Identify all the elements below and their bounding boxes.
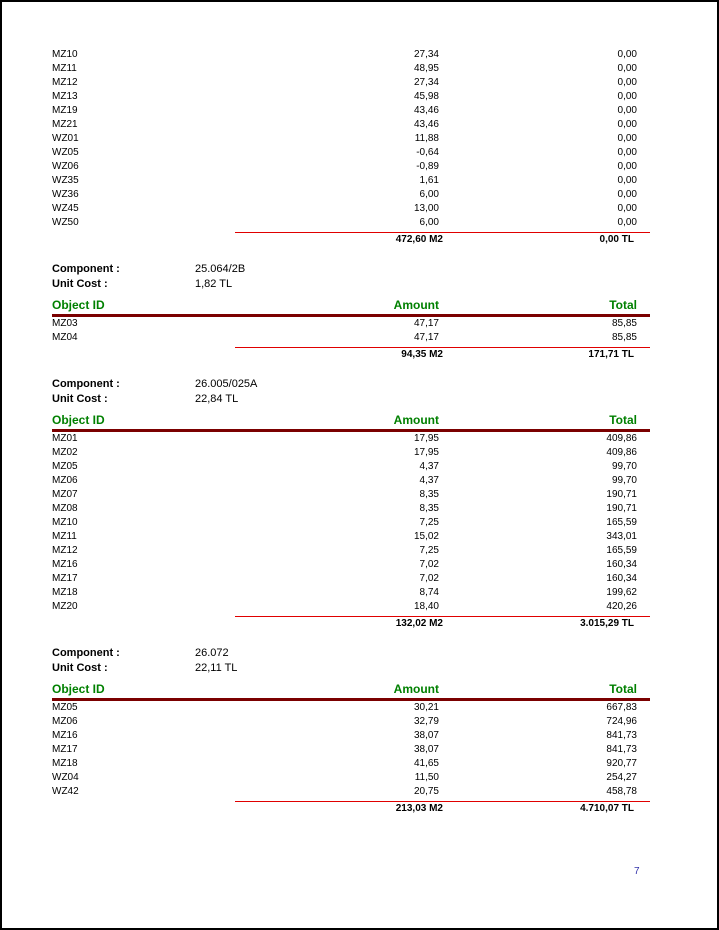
cell-amount: 43,46 bbox=[413, 105, 439, 116]
cell-total: 458,78 bbox=[606, 786, 637, 797]
component-section bbox=[52, 262, 650, 362]
cell-total: 0,00 bbox=[617, 217, 637, 228]
table-header-row bbox=[52, 683, 650, 696]
cell-amount: 27,34 bbox=[413, 49, 439, 60]
cell-object-id: MZ17 bbox=[52, 573, 78, 584]
cell-total: 0,00 bbox=[617, 105, 637, 116]
cell-object-id: MZ06 bbox=[52, 716, 78, 727]
cell-total: 85,85 bbox=[611, 318, 637, 329]
table-row bbox=[52, 502, 650, 516]
section-total-row bbox=[52, 348, 650, 362]
table-row bbox=[52, 530, 650, 544]
cell-total: 343,01 bbox=[606, 531, 637, 542]
cell-object-id: WZ04 bbox=[52, 772, 79, 783]
cell-object-id: WZ36 bbox=[52, 189, 79, 200]
cell-object-id: WZ06 bbox=[52, 161, 79, 172]
table-row bbox=[52, 62, 650, 76]
object-table-body bbox=[52, 432, 650, 614]
cell-total: 160,34 bbox=[606, 559, 637, 570]
cell-amount: 47,17 bbox=[413, 318, 439, 329]
cell-amount: 32,79 bbox=[413, 716, 439, 727]
cell-total: 0,00 bbox=[617, 133, 637, 144]
column-header-amount: Amount bbox=[393, 413, 439, 427]
cell-total: 85,85 bbox=[611, 332, 637, 343]
section-total-row bbox=[52, 617, 650, 631]
table-row bbox=[52, 600, 650, 614]
cell-amount: -0,89 bbox=[416, 161, 439, 172]
section-total-row bbox=[52, 233, 650, 247]
cell-total: 841,73 bbox=[606, 744, 637, 755]
cell-total: 190,71 bbox=[606, 503, 637, 514]
column-header-amount: Amount bbox=[393, 298, 439, 312]
cell-object-id: MZ16 bbox=[52, 559, 78, 570]
cell-object-id: MZ18 bbox=[52, 758, 78, 769]
total-amount: 472,60 M2 bbox=[395, 234, 443, 245]
cell-object-id: MZ16 bbox=[52, 730, 78, 741]
component-section bbox=[52, 646, 650, 816]
cell-object-id: MZ12 bbox=[52, 77, 78, 88]
total-spacer bbox=[52, 233, 212, 247]
object-table-body bbox=[52, 48, 650, 230]
column-header-total: Total bbox=[609, 298, 637, 312]
cell-amount: 8,35 bbox=[419, 489, 439, 500]
table-row bbox=[52, 132, 650, 146]
cell-object-id: MZ21 bbox=[52, 119, 78, 130]
cell-amount: 7,02 bbox=[419, 559, 439, 570]
cell-amount: 8,35 bbox=[419, 503, 439, 514]
cell-amount: 20,75 bbox=[413, 786, 439, 797]
cell-amount: 1,61 bbox=[419, 175, 439, 186]
cell-total: 0,00 bbox=[617, 77, 637, 88]
cell-object-id: MZ11 bbox=[52, 63, 77, 74]
table-row bbox=[52, 771, 650, 785]
total-spacer bbox=[52, 348, 212, 362]
cell-amount: 17,95 bbox=[413, 447, 439, 458]
column-header-object-id: Object ID bbox=[52, 413, 105, 427]
total-amount: 94,35 M2 bbox=[401, 349, 443, 360]
cell-object-id: MZ02 bbox=[52, 447, 78, 458]
cell-total: 254,27 bbox=[606, 772, 637, 783]
column-header-amount: Amount bbox=[393, 682, 439, 696]
table-header-row bbox=[52, 299, 650, 312]
component-label: Component : bbox=[52, 378, 120, 390]
object-table-body bbox=[52, 317, 650, 345]
table-row bbox=[52, 76, 650, 90]
cell-amount: 13,00 bbox=[413, 203, 439, 214]
cell-amount: 4,37 bbox=[419, 475, 439, 486]
unit-cost-line bbox=[52, 277, 650, 292]
cell-object-id: MZ04 bbox=[52, 332, 78, 343]
table-row bbox=[52, 118, 650, 132]
cell-object-id: MZ19 bbox=[52, 105, 78, 116]
table-row bbox=[52, 516, 650, 530]
cell-amount: 7,25 bbox=[419, 545, 439, 556]
cell-amount: 48,95 bbox=[413, 63, 439, 74]
total-cost: 3.015,29 TL bbox=[580, 618, 634, 629]
component-line bbox=[52, 377, 650, 392]
unit-cost-line bbox=[52, 392, 650, 407]
table-row bbox=[52, 488, 650, 502]
cell-total: 199,62 bbox=[606, 587, 637, 598]
cell-object-id: WZ05 bbox=[52, 147, 79, 158]
component-label: Component : bbox=[52, 263, 120, 275]
cell-total: 190,71 bbox=[606, 489, 637, 500]
cell-amount: 4,37 bbox=[419, 461, 439, 472]
cell-amount: 17,95 bbox=[413, 433, 439, 444]
unit-cost-value: 22,84 TL bbox=[195, 393, 239, 405]
cell-object-id: MZ11 bbox=[52, 531, 77, 542]
table-row bbox=[52, 146, 650, 160]
table-row bbox=[52, 317, 650, 331]
table-row bbox=[52, 174, 650, 188]
cell-object-id: MZ05 bbox=[52, 702, 78, 713]
total-cost: 171,71 TL bbox=[588, 349, 634, 360]
cell-object-id: MZ20 bbox=[52, 601, 78, 612]
table-row bbox=[52, 216, 650, 230]
total-spacer bbox=[52, 802, 212, 816]
column-header-total: Total bbox=[609, 682, 637, 696]
cell-total: 420,26 bbox=[606, 601, 637, 612]
table-row bbox=[52, 743, 650, 757]
cell-amount: 18,40 bbox=[413, 601, 439, 612]
total-cost: 4.710,07 TL bbox=[580, 803, 634, 814]
cell-object-id: WZ50 bbox=[52, 217, 79, 228]
component-value: 26.072 bbox=[195, 647, 229, 659]
cell-amount: 27,34 bbox=[413, 77, 439, 88]
table-row bbox=[52, 188, 650, 202]
cell-object-id: MZ06 bbox=[52, 475, 78, 486]
table-row bbox=[52, 729, 650, 743]
cell-amount: 7,02 bbox=[419, 573, 439, 584]
cell-object-id: MZ10 bbox=[52, 49, 78, 60]
cell-total: 841,73 bbox=[606, 730, 637, 741]
cell-object-id: WZ45 bbox=[52, 203, 79, 214]
cell-amount: 11,50 bbox=[414, 772, 439, 783]
cell-object-id: MZ01 bbox=[52, 433, 78, 444]
cell-object-id: WZ35 bbox=[52, 175, 79, 186]
cell-total: 724,96 bbox=[606, 716, 637, 727]
page-number: 7 bbox=[634, 866, 640, 877]
component-section bbox=[52, 377, 650, 631]
cell-amount: 11,88 bbox=[414, 133, 439, 144]
table-row bbox=[52, 715, 650, 729]
cell-amount: 15,02 bbox=[413, 531, 439, 542]
table-row bbox=[52, 202, 650, 216]
cell-total: 409,86 bbox=[606, 447, 637, 458]
table-header-row bbox=[52, 414, 650, 427]
cell-total: 0,00 bbox=[617, 49, 637, 60]
component-section bbox=[52, 48, 650, 247]
unit-cost-label: Unit Cost : bbox=[52, 662, 108, 674]
unit-cost-line bbox=[52, 661, 650, 676]
cell-total: 99,70 bbox=[611, 475, 637, 486]
table-row bbox=[52, 757, 650, 771]
table-row bbox=[52, 558, 650, 572]
unit-cost-value: 1,82 TL bbox=[195, 278, 233, 290]
cell-amount: 6,00 bbox=[419, 217, 439, 228]
cell-amount: 38,07 bbox=[413, 730, 439, 741]
column-header-total: Total bbox=[609, 413, 637, 427]
cell-amount: 6,00 bbox=[419, 189, 439, 200]
total-spacer bbox=[52, 617, 212, 631]
column-header-object-id: Object ID bbox=[52, 298, 105, 312]
cell-object-id: WZ42 bbox=[52, 786, 79, 797]
cell-total: 0,00 bbox=[617, 203, 637, 214]
cell-object-id: MZ10 bbox=[52, 517, 78, 528]
table-row bbox=[52, 331, 650, 345]
cell-total: 0,00 bbox=[617, 175, 637, 186]
table-row bbox=[52, 544, 650, 558]
cell-object-id: MZ05 bbox=[52, 461, 78, 472]
cell-total: 409,86 bbox=[606, 433, 637, 444]
cell-total: 0,00 bbox=[617, 161, 637, 172]
total-amount: 132,02 M2 bbox=[395, 618, 443, 629]
unit-cost-label: Unit Cost : bbox=[52, 278, 108, 290]
unit-cost-label: Unit Cost : bbox=[52, 393, 108, 405]
table-row bbox=[52, 160, 650, 174]
component-value: 26.005/025A bbox=[195, 378, 258, 390]
cell-amount: 45,98 bbox=[413, 91, 439, 102]
cell-object-id: MZ08 bbox=[52, 503, 78, 514]
cell-object-id: WZ01 bbox=[52, 133, 79, 144]
cell-amount: -0,64 bbox=[416, 147, 439, 158]
cell-total: 165,59 bbox=[606, 545, 637, 556]
cell-total: 0,00 bbox=[617, 91, 637, 102]
component-line bbox=[52, 646, 650, 661]
table-row bbox=[52, 572, 650, 586]
cell-amount: 7,25 bbox=[419, 517, 439, 528]
table-row bbox=[52, 785, 650, 799]
total-amount: 213,03 M2 bbox=[395, 803, 443, 814]
component-label: Component : bbox=[52, 647, 120, 659]
table-row bbox=[52, 104, 650, 118]
unit-cost-value: 22,11 TL bbox=[195, 662, 238, 674]
column-header-object-id: Object ID bbox=[52, 682, 105, 696]
cell-object-id: MZ03 bbox=[52, 318, 78, 329]
cell-object-id: MZ07 bbox=[52, 489, 78, 500]
table-row bbox=[52, 586, 650, 600]
cell-total: 667,83 bbox=[606, 702, 637, 713]
cell-total: 0,00 bbox=[617, 119, 637, 130]
object-table-body bbox=[52, 701, 650, 799]
cell-amount: 41,65 bbox=[413, 758, 439, 769]
table-row bbox=[52, 460, 650, 474]
table-row bbox=[52, 90, 650, 104]
cell-amount: 47,17 bbox=[413, 332, 439, 343]
report-content bbox=[52, 48, 650, 816]
section-total-row bbox=[52, 802, 650, 816]
cell-amount: 30,21 bbox=[413, 702, 439, 713]
table-row bbox=[52, 474, 650, 488]
cell-object-id: MZ17 bbox=[52, 744, 78, 755]
cell-total: 165,59 bbox=[606, 517, 637, 528]
cell-total: 0,00 bbox=[617, 63, 637, 74]
cell-total: 99,70 bbox=[611, 461, 637, 472]
cell-amount: 38,07 bbox=[413, 744, 439, 755]
total-cost: 0,00 TL bbox=[599, 234, 634, 245]
cell-amount: 43,46 bbox=[413, 119, 439, 130]
cell-object-id: MZ13 bbox=[52, 91, 78, 102]
cell-object-id: MZ12 bbox=[52, 545, 78, 556]
table-row bbox=[52, 446, 650, 460]
cell-total: 0,00 bbox=[617, 189, 637, 200]
component-line bbox=[52, 262, 650, 277]
component-value: 25.064/2B bbox=[195, 263, 246, 275]
cell-object-id: MZ18 bbox=[52, 587, 78, 598]
table-row bbox=[52, 701, 650, 715]
cell-amount: 8,74 bbox=[419, 587, 439, 598]
cell-total: 920,77 bbox=[606, 758, 637, 769]
table-row bbox=[52, 432, 650, 446]
table-row bbox=[52, 48, 650, 62]
cell-total: 0,00 bbox=[617, 147, 637, 158]
cell-total: 160,34 bbox=[606, 573, 637, 584]
